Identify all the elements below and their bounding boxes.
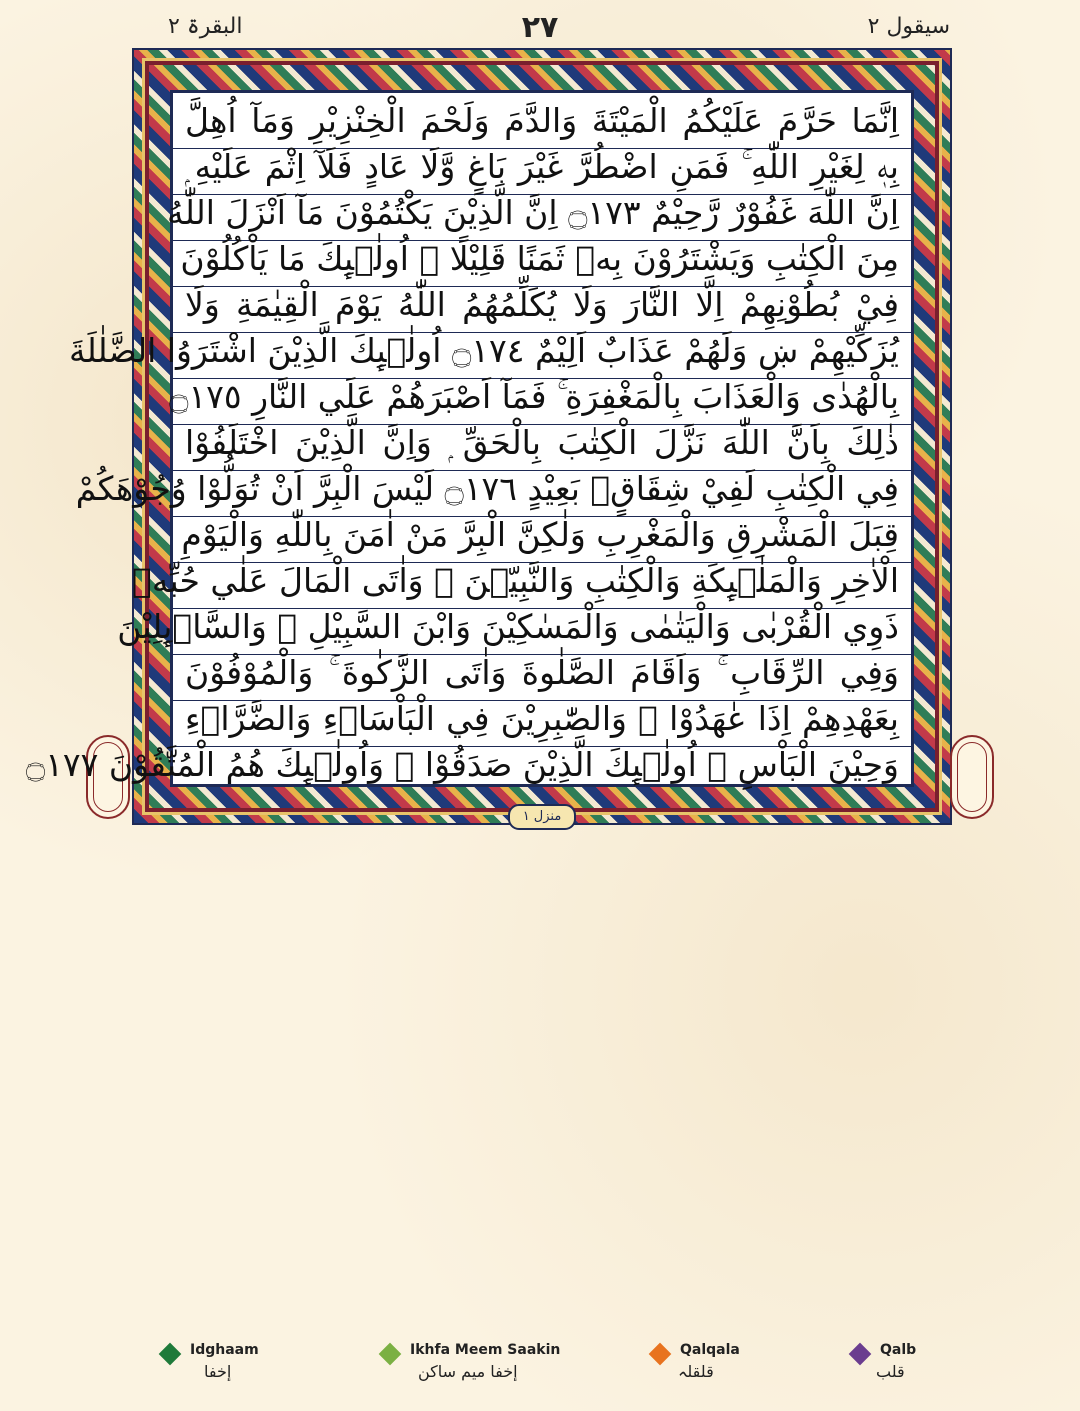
text-line-10: قِبَلَ الْمَشْرِقِ وَالْمَغْرِبِ وَلٰكِنَّ الْبِرَّ مَنْ اٰمَنَ بِاللّٰهِ وَالْيَوْمِ [173, 507, 911, 563]
text-line-1: اِنَّمَا حَرَّمَ عَلَيْكُمُ الْمَيْتَةَ وَالدَّمَ وَلَحْمَ الْخِنْزِيْرِ وَمَآ اُهِلَّ [173, 93, 911, 149]
diamond-icon [849, 1343, 872, 1366]
tajweed-legend [0, 1342, 1080, 1402]
legend-label-en: Ikhfa Meem Saakin [410, 1342, 561, 1358]
text-line-7: بِالْهُدٰى وَالْعَذَابَ بِالْمَغْفِرَةِ ۚ فَمَآ اَصْبَرَھُمْ عَلَي النَّارِ ۝١٧٥ [173, 369, 911, 425]
text-line-4: مِنَ الْكِتٰبِ وَيَشْتَرُوْنَ بِهٖ ثَمَنًا قَلِيْلًا ۙ اُولٰۗىِٕكَ مَا يَاْكُلُوْنَ [173, 231, 911, 287]
text-line-13: وَفِي الرِّقَابِ ۚ وَاَقَامَ الصَّلٰوةَ وَاٰتَى الزَّكٰوةَ ۚ وَالْمُوْفُوْنَ [173, 645, 911, 701]
text-line-5: فِيْ بُطُوْنِهِمْ اِلَّا النَّارَ وَلَا يُكَلِّمُهُمُ اللّٰهُ يَوْمَ الْقِيٰمَةِ وَلَا [173, 277, 911, 333]
legend-label-ur: إخفا میم ساکن [418, 1362, 518, 1381]
diamond-icon [379, 1343, 402, 1366]
text-line-3: اِنَّ اللّٰهَ غَفُوْرٌ رَّحِيْمٌ ۝١٧٣ اِنَّ الَّذِيْنَ يَكْتُمُوْنَ مَآ اَنْزَلَ اللّٰهُ [173, 185, 911, 241]
text-line-12: ذَوِي الْقُرْبٰى وَالْيَتٰمٰى وَالْمَسٰكِيْنَ وَابْنَ السَّبِيْلِ ۙ وَالسَّاۗىِٕلِيْنَ [173, 599, 911, 655]
legend-label-en: Qalb [880, 1342, 917, 1358]
diamond-icon [159, 1343, 182, 1366]
text-line-14: بِعَهْدِهِمْ اِذَا عٰھَدُوْا ۚ وَالصّٰبِرِيْنَ فِي الْبَاْسَاۗءِ وَالضَّرَّاۗءِ [173, 691, 911, 747]
text-line-11: الْاٰخِرِ وَالْمَلٰۗىِٕكَةِ وَالْكِتٰبِ وَالنَّبِيّٖنَ ۚ وَاٰتَى الْمَالَ عَلٰي حُبِّهٖ [173, 553, 911, 609]
legend-label-en: Idghaam [190, 1342, 259, 1358]
text-line-9: فِي الْكِتٰبِ لَفِيْ شِقَاقٍۢ بَعِيْدٍ ۝١٧٦ لَيْسَ الْبِرَّ اَنْ تُوَلُّوْا وُجُوْهَكُمْ [173, 461, 911, 517]
page-number: ۲۷ [521, 10, 559, 45]
quran-text-panel [25, 90, 914, 787]
surah-name: البقرۃ ۲ [168, 14, 243, 39]
juz-name: سیقول ۲ [867, 14, 950, 39]
legend-label-ur: إخفا [204, 1362, 232, 1381]
ruku-medallion-right [950, 735, 994, 819]
text-line-2: بِهٖ لِغَيْرِ اللّٰهِ ۚ فَمَنِ اضْطُرَّ غَيْرَ بَاغٍ وَّلَا عَادٍ فَلَآ اِثْمَ عَلَيْهِ ۭ [173, 139, 911, 195]
page-header [0, 10, 1080, 48]
legend-label-en: Qalqala [680, 1342, 740, 1358]
diamond-icon [649, 1343, 672, 1366]
legend-label-ur: قلب [876, 1362, 905, 1381]
text-line-8: ذٰلِكَ بِاَنَّ اللّٰهَ نَزَّلَ الْكِتٰبَ بِالْحَقِّ ۭ وَاِنَّ الَّذِيْنَ اخْتَلَفُوْا [173, 415, 911, 471]
manzil-badge: منزل ١ [508, 804, 576, 830]
text-line-6: يُزَكِّيْهِمْ ښ وَلَهُمْ عَذَابٌ اَلِيْمٌ ۝١٧٤ اُولٰۗىِٕكَ الَّذِيْنَ اشْتَرَوُا الضَّلٰلَةَ [173, 323, 911, 379]
text-line-15: وَحِيْنَ الْبَاْسِ ۭ اُولٰۗىِٕكَ الَّذِيْنَ صَدَقُوْا ۭ وَاُولٰۗىِٕكَ ھُمُ الْمُتَّقُوْنَ ۝١٧٧ [25, 745, 899, 784]
legend-label-ur: قلقلہ [678, 1362, 714, 1381]
